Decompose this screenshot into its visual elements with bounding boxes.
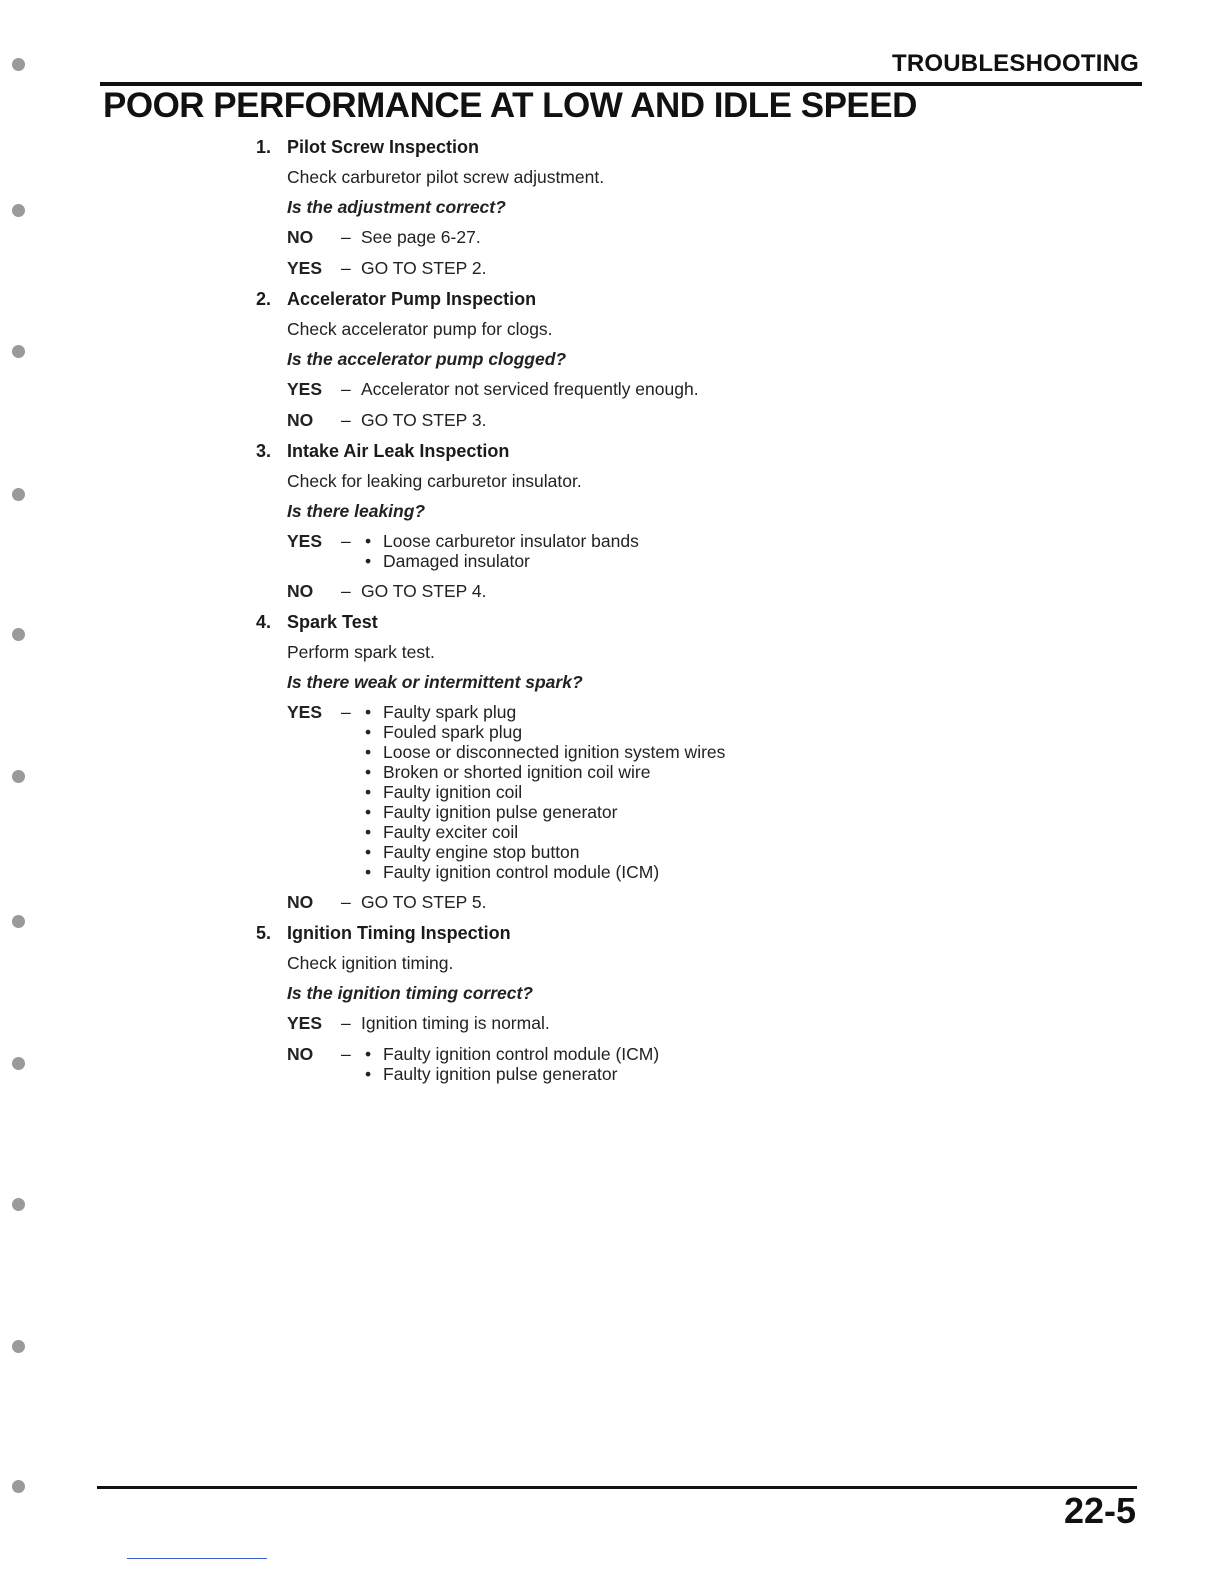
answer-no	[256, 405, 956, 431]
answer-text: GO TO STEP 5.	[361, 892, 487, 912]
step-instruction: Check carburetor pilot screw adjustment.	[287, 166, 605, 187]
answer-dash: –	[341, 531, 351, 551]
cause-item: • Broken or shorted ignition coil wire	[361, 762, 725, 782]
cause-item: • Loose carburetor insulator bands	[361, 531, 639, 551]
answer-label: NO	[287, 410, 314, 430]
answer-body	[361, 892, 486, 913]
binder-hole	[12, 915, 25, 928]
step-instruction: Check accelerator pump for clogs.	[287, 318, 553, 339]
cause-item: • Faulty ignition pulse generator	[361, 1064, 659, 1084]
step-title: Ignition Timing Inspection	[287, 922, 511, 943]
answer-text: GO TO STEP 3.	[361, 410, 487, 430]
cause-item: • Faulty exciter coil	[361, 822, 725, 842]
answer-yes	[256, 697, 956, 882]
step-number: 3.	[256, 440, 272, 461]
step-number: 4.	[256, 611, 272, 632]
step-number: 2.	[256, 288, 272, 309]
binder-hole	[12, 204, 25, 217]
footer-link-line	[127, 1558, 267, 1559]
answer-dash: –	[341, 410, 351, 430]
cause-item: • Faulty ignition coil	[361, 782, 725, 802]
answer-no	[256, 887, 956, 913]
answer-label: YES	[287, 702, 323, 722]
answer-dash: –	[341, 581, 351, 601]
answer-body	[361, 702, 725, 882]
step-1	[256, 132, 956, 279]
step-4	[256, 607, 956, 913]
answer-label: YES	[287, 258, 323, 278]
binder-hole	[12, 628, 25, 641]
answer-label: YES	[287, 1013, 323, 1033]
step-question: Is the accelerator pump clogged?	[287, 348, 567, 369]
step-question: Is the adjustment correct?	[287, 196, 506, 217]
step-title: Intake Air Leak Inspection	[287, 440, 510, 461]
steps-list	[256, 132, 956, 1089]
answer-label: YES	[287, 379, 323, 399]
step-number: 5.	[256, 922, 272, 943]
step-heading	[256, 918, 956, 948]
answer-dash: –	[341, 1044, 351, 1064]
step-title: Spark Test	[287, 611, 378, 632]
answer-body	[361, 227, 481, 248]
step-number: 1.	[256, 136, 272, 157]
answer-body	[361, 581, 486, 602]
bottom-rule	[97, 1486, 1137, 1489]
binder-hole	[12, 58, 25, 71]
cause-item: • Faulty spark plug	[361, 702, 725, 722]
answer-label: NO	[287, 1044, 314, 1064]
cause-item: • Loose or disconnected ignition system wires	[361, 742, 725, 762]
answer-body	[361, 1013, 550, 1034]
binder-hole	[12, 1340, 25, 1353]
cause-item: • Faulty ignition control module (ICM)	[361, 1044, 659, 1064]
step-3	[256, 436, 956, 602]
step-heading	[256, 284, 956, 314]
answer-body	[361, 379, 699, 400]
step-title: Accelerator Pump Inspection	[287, 288, 537, 309]
cause-list	[361, 531, 639, 571]
answer-text: GO TO STEP 2.	[361, 258, 487, 278]
step-question: Is there weak or intermittent spark?	[287, 671, 583, 692]
binder-hole	[12, 1480, 25, 1493]
cause-item: • Damaged insulator	[361, 551, 639, 571]
binder-hole	[12, 1198, 25, 1211]
answer-no	[256, 222, 956, 248]
step-2	[256, 284, 956, 431]
answer-yes	[256, 1008, 956, 1034]
step-title: Pilot Screw Inspection	[287, 136, 480, 157]
page-number: 22-5	[1063, 1490, 1136, 1531]
step-heading	[256, 607, 956, 637]
answer-yes	[256, 526, 956, 571]
section-header: TROUBLESHOOTING	[892, 50, 1139, 77]
answer-no	[256, 576, 956, 602]
answer-label: NO	[287, 227, 314, 247]
answer-text: See page 6-27.	[361, 227, 481, 247]
answer-text: Accelerator not serviced frequently enough.	[361, 379, 699, 399]
cause-item: • Fouled spark plug	[361, 722, 725, 742]
step-instruction: Check for leaking carburetor insulator.	[287, 470, 582, 491]
answer-yes	[256, 253, 956, 279]
answer-text: Ignition timing is normal.	[361, 1013, 550, 1033]
step-5	[256, 918, 956, 1084]
step-question: Is there leaking?	[287, 500, 426, 521]
answer-body	[361, 1044, 659, 1084]
step-instruction: Check ignition timing.	[287, 952, 454, 973]
answer-dash: –	[341, 892, 351, 912]
answer-yes	[256, 374, 956, 400]
answer-body	[361, 531, 639, 571]
binder-hole	[12, 770, 25, 783]
answer-dash: –	[341, 227, 351, 247]
answer-label: YES	[287, 531, 323, 551]
cause-list	[361, 1044, 659, 1084]
cause-item: • Faulty ignition control module (ICM)	[361, 862, 725, 882]
answer-dash: –	[341, 1013, 351, 1033]
binder-hole	[12, 345, 25, 358]
answer-dash: –	[341, 379, 351, 399]
answer-label: NO	[287, 892, 314, 912]
step-heading	[256, 436, 956, 466]
cause-item: • Faulty ignition pulse generator	[361, 802, 725, 822]
answer-body	[361, 258, 486, 279]
answer-dash: –	[341, 702, 351, 722]
step-question: Is the ignition timing correct?	[287, 982, 533, 1003]
answer-no	[256, 1039, 956, 1084]
page-title: POOR PERFORMANCE AT LOW AND IDLE SPEED	[103, 86, 917, 125]
cause-item: • Faulty engine stop button	[361, 842, 725, 862]
binder-hole	[12, 1057, 25, 1070]
answer-label: NO	[287, 581, 314, 601]
answer-dash: –	[341, 258, 351, 278]
answer-text: GO TO STEP 4.	[361, 581, 487, 601]
step-heading	[256, 132, 956, 162]
binder-hole	[12, 488, 25, 501]
cause-list	[361, 702, 725, 882]
answer-body	[361, 410, 486, 431]
step-instruction: Perform spark test.	[287, 641, 435, 662]
